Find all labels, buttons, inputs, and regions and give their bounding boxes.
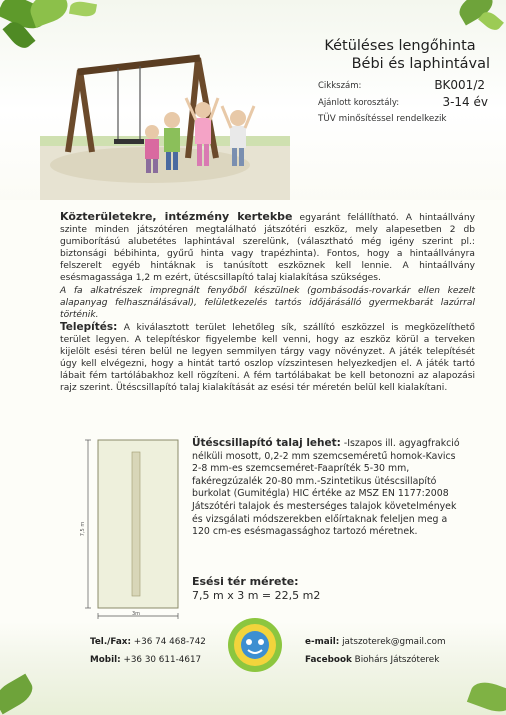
leaf-decoration bbox=[467, 677, 506, 715]
surface-heading: Ütéscsillapító talaj lehet: bbox=[192, 437, 341, 449]
age-value: 3-14 év bbox=[442, 95, 488, 109]
facebook-value[interactable]: Biohárs Játszóterek bbox=[351, 655, 440, 665]
product-photo bbox=[0, 0, 506, 200]
email-value[interactable]: jatszoterek@gmail.com bbox=[339, 637, 446, 647]
facebook bbox=[305, 655, 439, 665]
surface-text: -Iszapos ill. agyagfrakció nélküli mosott, 0,2-2 mm szemcseméretű homok-Kavics 2-8 mm-es szemcseméret-Faapríték 5-30 mm, fakéregzúzalék 20-80 mm.-Szintetikus ütéscsillapító burkolat (Gumitégla) HIC értéke az MSZ EN 1177:2008 Játszótéri talajok és mesterséges talajok követelmények és vizsgálati módszerekben előírtaknak feleljen meg a 120 cm-es esésmagassághoz tartozó méretnek. bbox=[192, 438, 460, 538]
leaf-decoration bbox=[0, 674, 37, 715]
fall-area-plan bbox=[80, 438, 185, 621]
installation-paragraph bbox=[60, 321, 475, 395]
swing-set-image bbox=[40, 40, 290, 200]
product-title-line1: Kétüléses lengőhinta bbox=[324, 38, 476, 54]
email-label: e-mail: bbox=[305, 637, 340, 647]
description bbox=[60, 211, 475, 394]
phone-fax bbox=[90, 637, 206, 647]
surface-info bbox=[192, 437, 462, 539]
company-logo bbox=[222, 614, 288, 674]
facebook-label: Facebook bbox=[305, 655, 352, 665]
product-title-line2: Bébi és laphintával bbox=[351, 56, 490, 72]
email bbox=[305, 637, 446, 647]
mobile-label: Mobil: bbox=[90, 655, 121, 665]
leaf-decoration bbox=[69, 0, 97, 18]
plan-side-label: 7,5 m bbox=[80, 521, 87, 537]
description-paragraph bbox=[60, 211, 475, 285]
fall-area-value: 7,5 m x 3 m = 22,5 m2 bbox=[192, 589, 321, 602]
code-label: Cikkszám: bbox=[318, 81, 362, 91]
phone-value: +36 74 468-742 bbox=[131, 637, 206, 647]
installation-text: A kiválasztott terület lehetőleg sík, szállító eszközzel is megközelíthető terület legyen. A telepítéskor figyelembe kell venni, hogy az eszköz körül a terveken kijelölt esési téren belül ne legyen semmilyen tárgy vagy növényzet. A játék telepítését úgy kell elvégezni, hogy a hintát tartó oszlop vízszintesen helyezkedjen el. A játék tartó lábait fém tartólábakhoz kell rögzíteni. A fém tartólábakat be kell betonozni az alapozási rajz szerint. Ütéscsillapító talaj kialakítását az esési tér méretén belül kell kialakítani. bbox=[60, 322, 475, 394]
surface-paragraph bbox=[192, 437, 462, 539]
tuv-note: TÜV minősítéssel rendelkezik bbox=[318, 114, 447, 124]
lead-text: egyaránt felállítható. A hintaállvány szinte minden játszótéren megtalálható játszótéri eszköz, mely alapesetben 2 db gumiborítású alubetétes laphintával szerelünk, (választható még igény szerint pl.: biztonsági bébihinta, gyűrű hinta vagy trapézhinta). Fontos, hogy a hintaállványra felszerelt egyéb hintáknak is tanúsított eszköznek kell lennie. A hintaállvány esésmagassága 1,2 m ezért, ütéscsillapító talaj kialakítása szükséges. bbox=[60, 213, 475, 284]
age-label: Ajánlott korosztály: bbox=[318, 98, 400, 108]
lead-heading: Közterületekre, intézmény kertekbe bbox=[60, 210, 293, 223]
phone-label: Tel./Fax: bbox=[90, 637, 131, 647]
mobile-value: +36 30 611-4617 bbox=[120, 655, 202, 665]
installation-heading: Telepítés: bbox=[60, 320, 118, 333]
fall-area-label: Esési tér mérete: bbox=[192, 575, 299, 588]
wood-note: A fa alkatrészek impregnált fenyőből készülnek (gombásodás-rovarkár ellen kezelt alapanyag felhasználásával), felületkezelés tartós időjárásálló gyermekbarát lazúrral történik. bbox=[60, 285, 475, 320]
plan-bottom-label: 3m bbox=[132, 611, 141, 617]
mobile bbox=[90, 655, 201, 665]
code-value: BK001/2 bbox=[434, 78, 485, 92]
